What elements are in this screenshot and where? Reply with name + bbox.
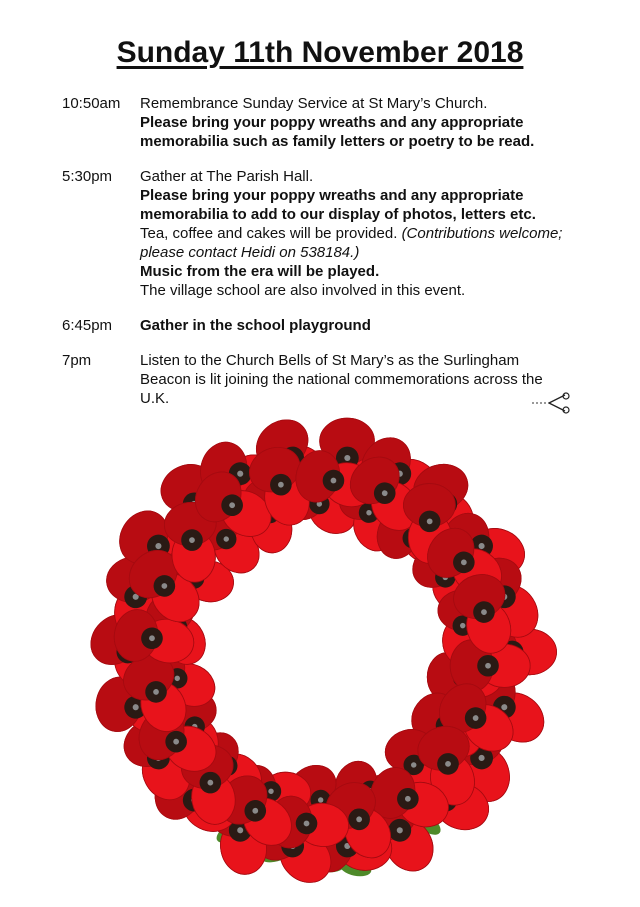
refreshments-text: Tea, coffee and cakes will be provided. [140, 225, 398, 242]
event-service [62, 94, 572, 151]
event-note: Please bring your poppy wreaths and any appropriate memorabilia to add to our display of photos, letters etc. [140, 187, 536, 223]
event-parish-hall [62, 167, 572, 300]
wreath-poppies [81, 410, 557, 896]
music-note: Music from the era will be played. [140, 263, 380, 280]
event-time: 6:45pm [62, 317, 113, 334]
event-details [140, 167, 572, 300]
poppy-wreath-image [70, 408, 570, 896]
event-time: 10:50am [62, 95, 121, 112]
event-description: Gather in the school playground [140, 317, 371, 334]
page-title: Sunday 11th November 2018 [116, 36, 524, 69]
event-time: 7pm [62, 352, 92, 369]
event-details [140, 316, 572, 335]
event-playground [62, 316, 572, 335]
event-note: Please bring your poppy wreaths and any appropriate memorabilia such as family letters or poetry to be read. [140, 114, 535, 150]
event-schedule [62, 94, 572, 424]
event-description: Listen to the Church Bells of St Mary’s as the Surlingham Beacon is lit joining the national commemorations across the U.K. [140, 352, 543, 407]
event-description: Remembrance Sunday Service at St Mary’s Church. [140, 95, 488, 112]
school-note: The village school are also involved in this event. [140, 282, 466, 299]
event-details [140, 94, 572, 151]
event-description: Gather at The Parish Hall. [140, 168, 314, 185]
event-details [140, 351, 572, 408]
event-beacon [62, 351, 572, 408]
event-time: 5:30pm [62, 168, 113, 185]
contributions-note: (Contributions welcome; please contact Heidi on 538184.) [140, 225, 563, 261]
refreshments-note [140, 224, 572, 262]
